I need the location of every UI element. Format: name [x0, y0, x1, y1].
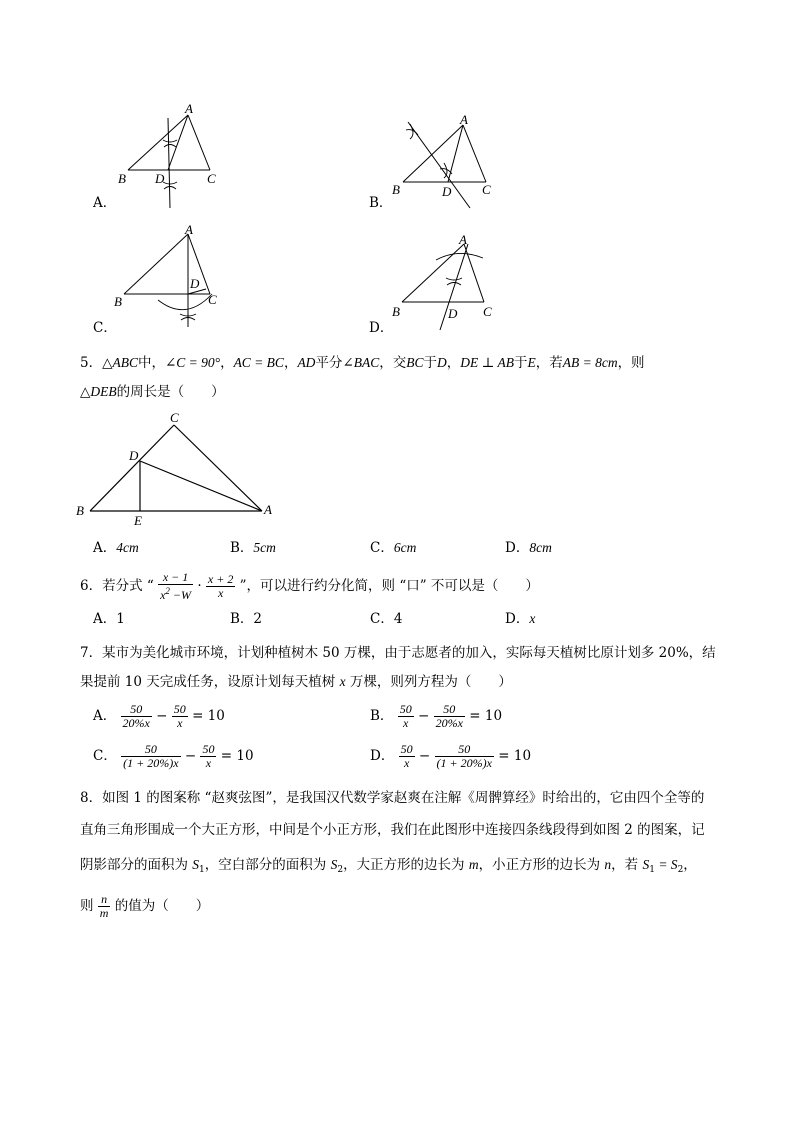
- q5-option-a[interactable]: A．4cm: [93, 540, 139, 556]
- figure-label-d: D: [129, 448, 139, 463]
- figure-label-c: C: [208, 292, 217, 307]
- figure-option-c: [110, 222, 230, 332]
- q7-option-b[interactable]: B． $\frac{50}{x}$ − $\frac{50}{20\%x}$ = 10: [370, 702, 503, 730]
- figure-option-b: [388, 112, 508, 212]
- figure-label-d: D: [155, 171, 165, 186]
- q7-option-a[interactable]: A． $\frac{50}{20\%x}$ − $\frac{50}{x}$ = 10: [93, 702, 225, 730]
- figure-label-e: E: [134, 513, 142, 528]
- q6-option-a[interactable]: A．1: [93, 611, 125, 627]
- q6-option-b[interactable]: B．2: [230, 611, 263, 627]
- figure-option-d: [388, 230, 508, 335]
- option-letter-c[interactable]: C．: [93, 320, 117, 336]
- question-6-stem: 6．若分式 “ $\frac{x - 1}{x^2 -W}$ · $\frac{x + 2}{x}$ ”，可以进行约分化简，则 “口” 不可以是（ ）: [80, 570, 539, 602]
- figure-label-a: A: [460, 112, 468, 127]
- figure-label-a: A: [185, 222, 193, 237]
- q5-option-d[interactable]: D．8cm: [505, 540, 552, 556]
- figure-label-b: B: [392, 304, 400, 319]
- figure-option-a: [110, 100, 230, 210]
- question-7-stem-line1: 7．某市为美化城市环境，计划种植树木 50 万棵，由于志愿者的加入，实际每天植树比原计划多 20%，结: [80, 645, 716, 661]
- figure-label-b: B: [118, 171, 126, 186]
- figure-label-c: C: [170, 410, 179, 425]
- question-5-stem-line2: △DEB的周长是（ ）: [80, 384, 225, 400]
- q7-option-d[interactable]: D． $\frac{50}{x}$ − $\frac{50}{(1 + 20\%)x}$ = 10: [370, 742, 532, 770]
- option-letter-a[interactable]: A．: [93, 195, 117, 211]
- figure-label-d: D: [448, 306, 458, 321]
- q8-fraction: $\frac{n}{m}$: [99, 892, 109, 920]
- option-letter-d[interactable]: D．: [369, 320, 394, 336]
- figure-label-b: B: [76, 503, 84, 518]
- figure-label-a: A: [459, 232, 467, 247]
- question-5-figure: [70, 405, 290, 530]
- q6-option-c[interactable]: C．4: [370, 611, 403, 627]
- figure-label-b: B: [392, 182, 400, 197]
- question-8-stem-line2: 直角三角形围成一个大正方形，中间是个小正方形，我们在此图形中连接四条线段得到如图 2 的图案，记: [80, 822, 705, 838]
- figure-label-c: C: [483, 304, 492, 319]
- question-8-stem-line3: 阴影部分的面积为 $S_1$，空白部分的面积为 $S_2$，大正方形的边长为 m，小正方形的边长为 n，若 $S_1 = S_2$，: [80, 857, 697, 875]
- option-letter-b[interactable]: B．: [369, 195, 393, 211]
- question-8-stem-line4: 则 $\frac{n}{m}$ 的值为（ ）: [80, 892, 210, 920]
- question-5-stem-line1: 5．△ABC中，∠C = 90°，AC = BC，AD平分∠BAC，交BC于D，DE ⊥ AB于E，若AB = 8cm，则: [80, 355, 645, 371]
- question-7-stem-line2: 果提前 10 天完成任务，设原计划每天植树 x 万棵，则列方程为（ ）: [80, 674, 512, 690]
- figure-label-d: D: [442, 184, 452, 199]
- q6-fraction-1: $\frac{x - 1}{x^2 -W}$: [160, 570, 192, 602]
- q7-option-c[interactable]: C． $\frac{50}{(1 + 20\%)x}$ − $\frac{50}{x}$ = 10: [93, 742, 254, 770]
- q5-option-c[interactable]: C．6cm: [370, 540, 417, 556]
- q5-option-b[interactable]: B．5cm: [230, 540, 276, 556]
- q6-option-d[interactable]: D．x: [505, 611, 536, 627]
- figure-label-a: A: [264, 502, 272, 517]
- figure-label-c: C: [482, 182, 491, 197]
- q6-fraction-2: $\frac{x + 2}{x}$: [207, 572, 234, 600]
- question-8-stem-line1: 8．如图 1 的图案称 “赵爽弦图”，是我国汉代数学家赵爽在注解《周髀算经》时给出的，它由四个全等的: [80, 790, 705, 806]
- figure-label-b: B: [114, 294, 122, 309]
- figure-label-d: D: [190, 276, 200, 291]
- figure-label-a: A: [185, 101, 193, 116]
- figure-label-c: C: [207, 171, 216, 186]
